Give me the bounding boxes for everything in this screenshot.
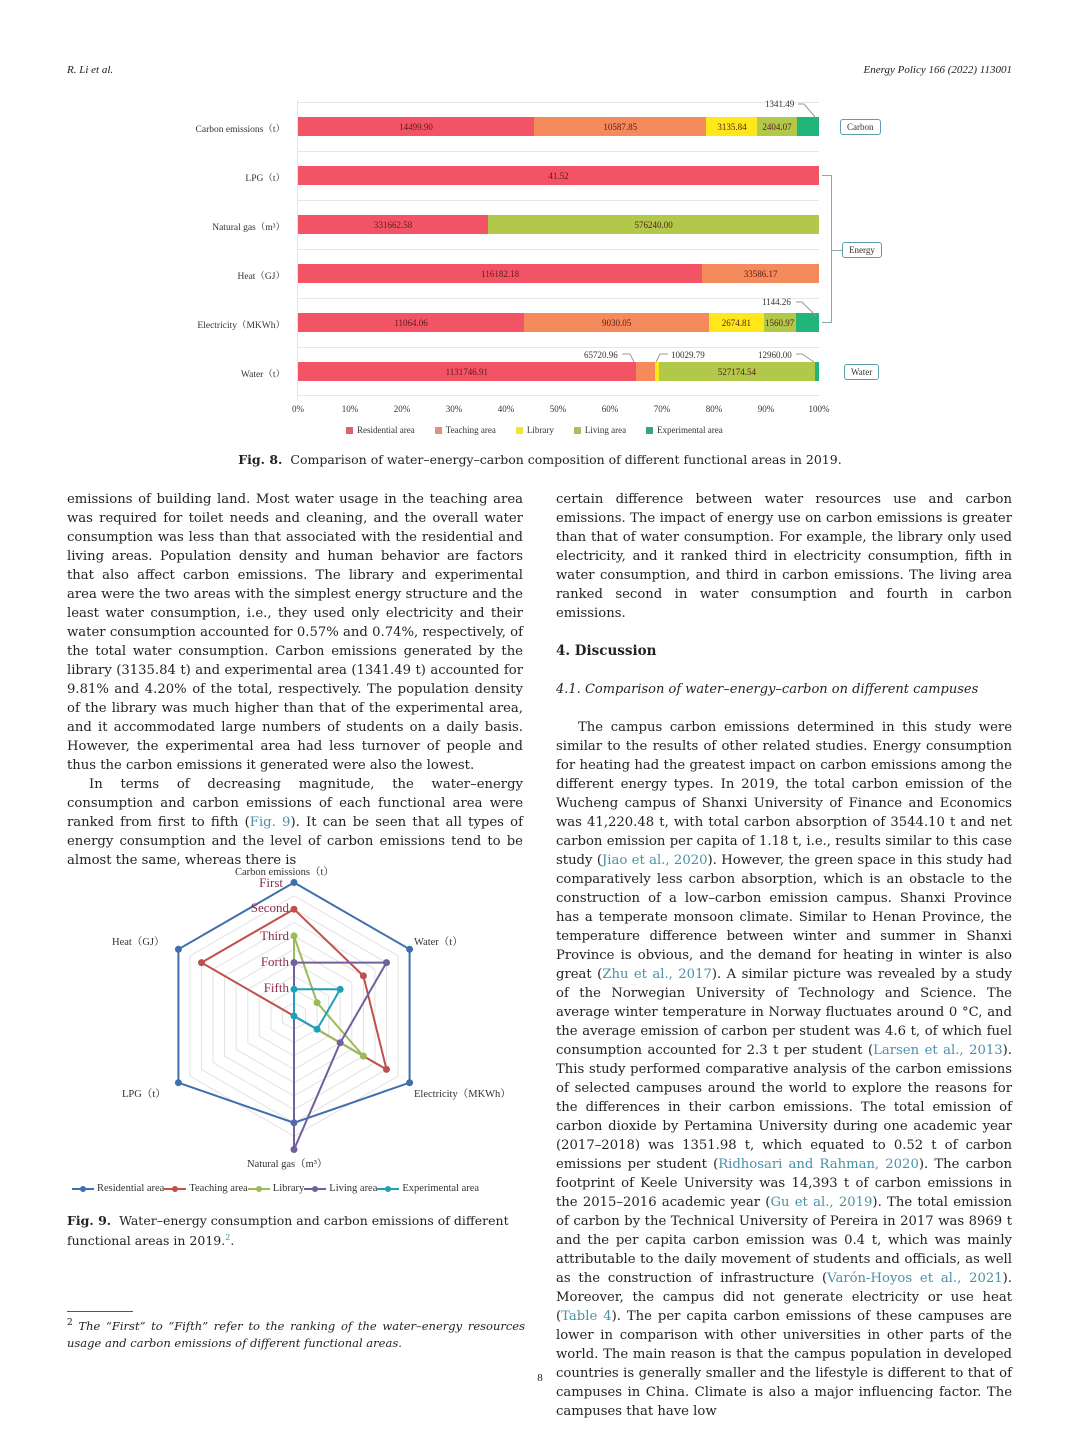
x-tick: 10% (341, 404, 359, 414)
figure-8-stacked-bar-chart (0, 90, 1080, 470)
running-header-authors: R. Li et al. (67, 64, 114, 76)
energy-bracket (822, 175, 832, 323)
caption-text: Comparison of water–energy–carbon composition of different functional areas in 2019. (290, 452, 842, 467)
x-tick: 100% (808, 404, 830, 414)
legend-item-residential (346, 425, 415, 435)
fig9-caption (67, 1212, 525, 1249)
rank-label-second: Second (250, 900, 289, 915)
paragraph (67, 775, 523, 870)
bar-label-heat: Heat（GJ） (237, 272, 285, 282)
text-run: ). The carbon footprint of Keele University was 14,393 t of carbon emissions in the 2015–2016 academic year ( (556, 1157, 1012, 1210)
callout-water-teaching: 65720.96 (584, 350, 618, 360)
legend-item-teaching (435, 425, 496, 435)
caption-text: Water–energy consumption and carbon emissions of different functional areas in 2019. (67, 1213, 509, 1249)
legend-item-library (516, 425, 554, 435)
bar-label-lpg: LPG（t） (245, 174, 285, 184)
section-heading: 4. Discussion (556, 643, 657, 659)
x-tick: 80% (705, 404, 723, 414)
fig9-legend (72, 1183, 479, 1194)
text-run: ). Moreover, the campus did not generate electricity or use heat ( (556, 1271, 1012, 1324)
legend-label: Living area (584, 425, 627, 435)
gridline (298, 151, 819, 152)
legend-marker (377, 1185, 399, 1193)
text-run: ). A similar picture was revealed by a study of the Norwegian University of Technology and Science. The average winter temperature in Norway fluctuates around 0 °C, and the average emission of carbon per student was 4.6 t, of which fuel consumption accounted for 2.3 t per student ( (556, 967, 1012, 1058)
segment-experimental (815, 362, 819, 381)
text-run: ). It can be seen that all types of energy consumption and the level of carbon emissions tend to be almost the same, whereas there is (67, 815, 523, 868)
x-tick: 70% (653, 404, 671, 414)
segment-living: 527174.54 (659, 362, 816, 381)
text-run: ). The per capita carbon emissions of these campuses are lower in comparison with other universities in other parts of the world. The main reason is that the campus population in developed countries is generally smaller and the lifestyle is different to that of campuses in China. Climate is also a major influencing factor. The campuses that have low (556, 1309, 1012, 1419)
footnote (67, 1315, 525, 1352)
legend-swatch (346, 427, 353, 434)
rank-label-forth: Forth (260, 954, 289, 969)
legend-label: Residential area (357, 425, 415, 435)
x-tick: 90% (757, 404, 775, 414)
axis-label-heat: Heat（GJ） (112, 937, 165, 948)
legend-label: Experimental area (657, 425, 723, 435)
segment-residential: 41.52 (298, 166, 819, 185)
footnote-ref-link[interactable]: 2 (225, 1233, 231, 1242)
citation-link[interactable]: Gu et al., 2019 (770, 1195, 873, 1210)
legend-item-experimental (377, 1183, 479, 1194)
citation-link[interactable]: Larsen et al., 2013 (873, 1043, 1003, 1058)
gridline (298, 200, 819, 201)
legend-swatch (516, 427, 523, 434)
callout-carbon-experimental: 1341.49 (765, 99, 795, 109)
axis-label-water: Water（t） (414, 937, 463, 948)
footnote-marker: 2 (67, 1318, 73, 1328)
text-run: ). The total emission of carbon by the Technical University of Pereira in 2017 was 8969 t and the per capita carbon emission was 0.4 t, which was mainly attributable to the daily movement of students and officials, as well as the construction of infrastructure ( (556, 1195, 1012, 1286)
legend-item-library (248, 1183, 305, 1194)
bar-water (298, 362, 819, 381)
legend-marker (164, 1185, 186, 1193)
radar-plot (67, 860, 527, 1180)
segment-living: 1560.97 (764, 313, 796, 332)
footnote-divider (67, 1311, 133, 1312)
table-link[interactable]: Table 4 (561, 1309, 612, 1324)
segment-teaching: 9030.05 (524, 313, 709, 332)
legend-label: Experimental area (402, 1183, 480, 1194)
legend-label: Teaching area (189, 1183, 248, 1194)
legend-item-experimental (646, 425, 723, 435)
rank-label-first: First (259, 875, 283, 890)
caption-label: Fig. 8. (238, 452, 283, 467)
callout-leader-line (654, 352, 670, 364)
bar-heat (298, 264, 819, 283)
text-run: In terms of decreasing magnitude, the water–energy consumption and carbon emissions of each functional area were ranked from first to fifth ( (67, 777, 523, 830)
bar-electricity (298, 313, 819, 332)
axis-label-carbon: Carbon emissions（t） (235, 867, 334, 878)
paragraph (556, 718, 1012, 1421)
callout-water-experimental: 12960.00 (758, 350, 792, 360)
right-column-text (556, 490, 1012, 1421)
citation-link[interactable]: Jiao et al., 2020 (601, 853, 708, 868)
group-label-water: Water (844, 364, 879, 380)
x-tick: 20% (393, 404, 411, 414)
rank-label-fifth: Fifth (263, 980, 289, 995)
axis-label-electricity: Electricity（MKWh） (414, 1089, 511, 1100)
rank-label-third: Third (260, 928, 289, 943)
segment-library: 2674.81 (709, 313, 764, 332)
segment-residential: 116182.18 (298, 264, 702, 283)
x-tick: 50% (549, 404, 567, 414)
running-header-journal: Energy Policy 166 (2022) 113001 (863, 64, 1012, 76)
legend-label: Living area (329, 1183, 378, 1194)
y-axis-line (297, 100, 298, 400)
citation-link[interactable]: Varón-Hoyos et al., 2021 (827, 1271, 1003, 1286)
segment-teaching: 33586.17 (702, 264, 819, 283)
caption-label: Fig. 9. (67, 1213, 112, 1228)
paragraph: certain difference between water resources use and carbon emissions. The impact of energy use on carbon emissions is greater than that of water consumption. For example, the library only used electricity, and it ranked third in electricity consumption, fifth in water consumption, and third in carbon emissions. The living area ranked second in water consumption and fourth in carbon emissions. (556, 492, 1012, 621)
paragraph: emissions of building land. Most water usage in the teaching area was required for toilet needs and cleaning, and the overall water consumption was less than that associated with the residential and living areas. Population density and human behavior are factors that also affect carbon emissions. The library and experimental area were the two areas with the simplest energy structure and the least water consumption, i.e., they used only electricity and their water consumption accounted for 0.57% and 0.74%, respectively, of the total water consumption. Carbon emissions generated by the library (3135.84 t) and experimental area (1341.49 t) accounted for 9.81% and 4.20% of the total, respectively. The population density of the library was much higher than that of the experimental area, and it accommodated large numbers of students on a daily basis. However, the experimental area had less turnover of people and thus the carbon emissions it generated were also the lowest. (67, 492, 523, 773)
x-tick: 40% (497, 404, 515, 414)
callout-leader-line (622, 352, 638, 364)
link-fig9[interactable]: Fig. 9 (249, 815, 291, 830)
left-column-text (67, 490, 523, 870)
legend-swatch (646, 427, 653, 434)
legend-swatch (574, 427, 581, 434)
callout-leader-line (798, 102, 820, 120)
bar-carbon-emissions (298, 117, 819, 136)
bar-label-carbon: Carbon emissions（t） (195, 125, 285, 135)
gridline (298, 102, 819, 103)
legend-label: Library (272, 1183, 305, 1194)
legend-item-living (304, 1183, 377, 1194)
gridline (298, 249, 819, 250)
group-label-energy: Energy (842, 242, 882, 258)
legend-label: Residential area (97, 1183, 165, 1194)
legend-label: Teaching area (445, 425, 496, 435)
callout-electricity-experimental: 1144.26 (762, 297, 791, 307)
text-run: The campus carbon emissions determined in this study were similar to the results of other related studies. Energy consumption for heating had the greatest impact on carbon emissions among the different energy types. In 2019, the total carbon emission of the Wucheng campus of Shanxi University of Finance and Economics was 41,220.48 t, with total carbon absorption of 3544.10 t and net carbon emission per capita of 1.18 t, i.e., results similar to this case study ( (556, 720, 1012, 868)
callout-water-library: 10029.79 (671, 350, 705, 360)
legend-item-teaching (164, 1183, 247, 1194)
segment-residential: 14499.90 (298, 117, 534, 136)
text-run: ). However, the green space in this study had comparatively less carbon absorption, which is an obstacle to the construction of a low–carbon emission campus. Shanxi Province has a temperate monsoon climate. Similar to Henan Province, the temperature difference between winter and summer in Shanxi Province is obvious, and the demand for heating in winter is also great ( (556, 853, 1013, 982)
bar-natural-gas (298, 215, 819, 234)
legend-swatch (435, 427, 442, 434)
bar-label-electricity: Electricity（MKWh） (197, 321, 285, 331)
bar-lpg (298, 166, 819, 185)
segment-residential: 11064.06 (298, 313, 524, 332)
segment-teaching (636, 362, 656, 381)
segment-living: 2404.07 (757, 117, 796, 136)
legend-item-living (574, 425, 626, 435)
footnote-text: The “First” to “Fifth” refer to the ranking of the water–energy resources usage and carbon emissions of different functional areas. (67, 1318, 525, 1350)
gridline (298, 347, 819, 348)
gridline (298, 298, 819, 299)
callout-leader-line (796, 352, 820, 364)
page-number: 8 (537, 1372, 543, 1384)
text-run: ). This study performed comparative analysis of the carbon emissions of selected campuses around the world to explore the reasons for the differences in their carbon emissions. The total emission of carbon dioxide by Pertamina University during one academic year (2017–2018) was 1351.98 t, which equated to 0.52 t of carbon emissions per student ( (556, 1043, 1012, 1172)
x-tick: 30% (445, 404, 463, 414)
group-label-carbon: Carbon (840, 119, 881, 135)
legend-marker (304, 1185, 326, 1193)
segment-teaching: 10587.85 (534, 117, 706, 136)
callout-leader-line (796, 300, 820, 318)
x-tick: 0% (292, 404, 304, 414)
bar-label-natural-gas: Natural gas（m³） (212, 223, 285, 233)
figure-9-radar-chart (67, 860, 527, 1200)
bar-label-water: Water（t） (240, 370, 285, 380)
fig8-legend (346, 425, 723, 435)
fig8-caption (0, 452, 1080, 467)
citation-link[interactable]: Ridhosari and Rahman, 2020 (718, 1157, 919, 1172)
segment-residential: 331662.58 (298, 215, 488, 234)
legend-label: Library (526, 425, 554, 435)
segment-residential: 1131746.91 (298, 362, 636, 381)
axis-label-natural-gas: Natural gas（m³） (247, 1159, 328, 1170)
x-tick: 60% (601, 404, 619, 414)
legend-marker (248, 1185, 270, 1193)
legend-marker (72, 1185, 94, 1193)
bracket-connector (832, 250, 842, 251)
gridline (298, 395, 819, 396)
text-run: . (230, 1233, 235, 1249)
segment-living: 576240.00 (488, 215, 819, 234)
segment-library: 3135.84 (706, 117, 757, 136)
citation-link[interactable]: Zhu et al., 2017 (602, 967, 712, 982)
subsection-heading: 4.1. Comparison of water–energy–carbon on different campuses (556, 682, 979, 697)
axis-label-lpg: LPG（t） (122, 1089, 166, 1100)
legend-item-residential (72, 1183, 164, 1194)
